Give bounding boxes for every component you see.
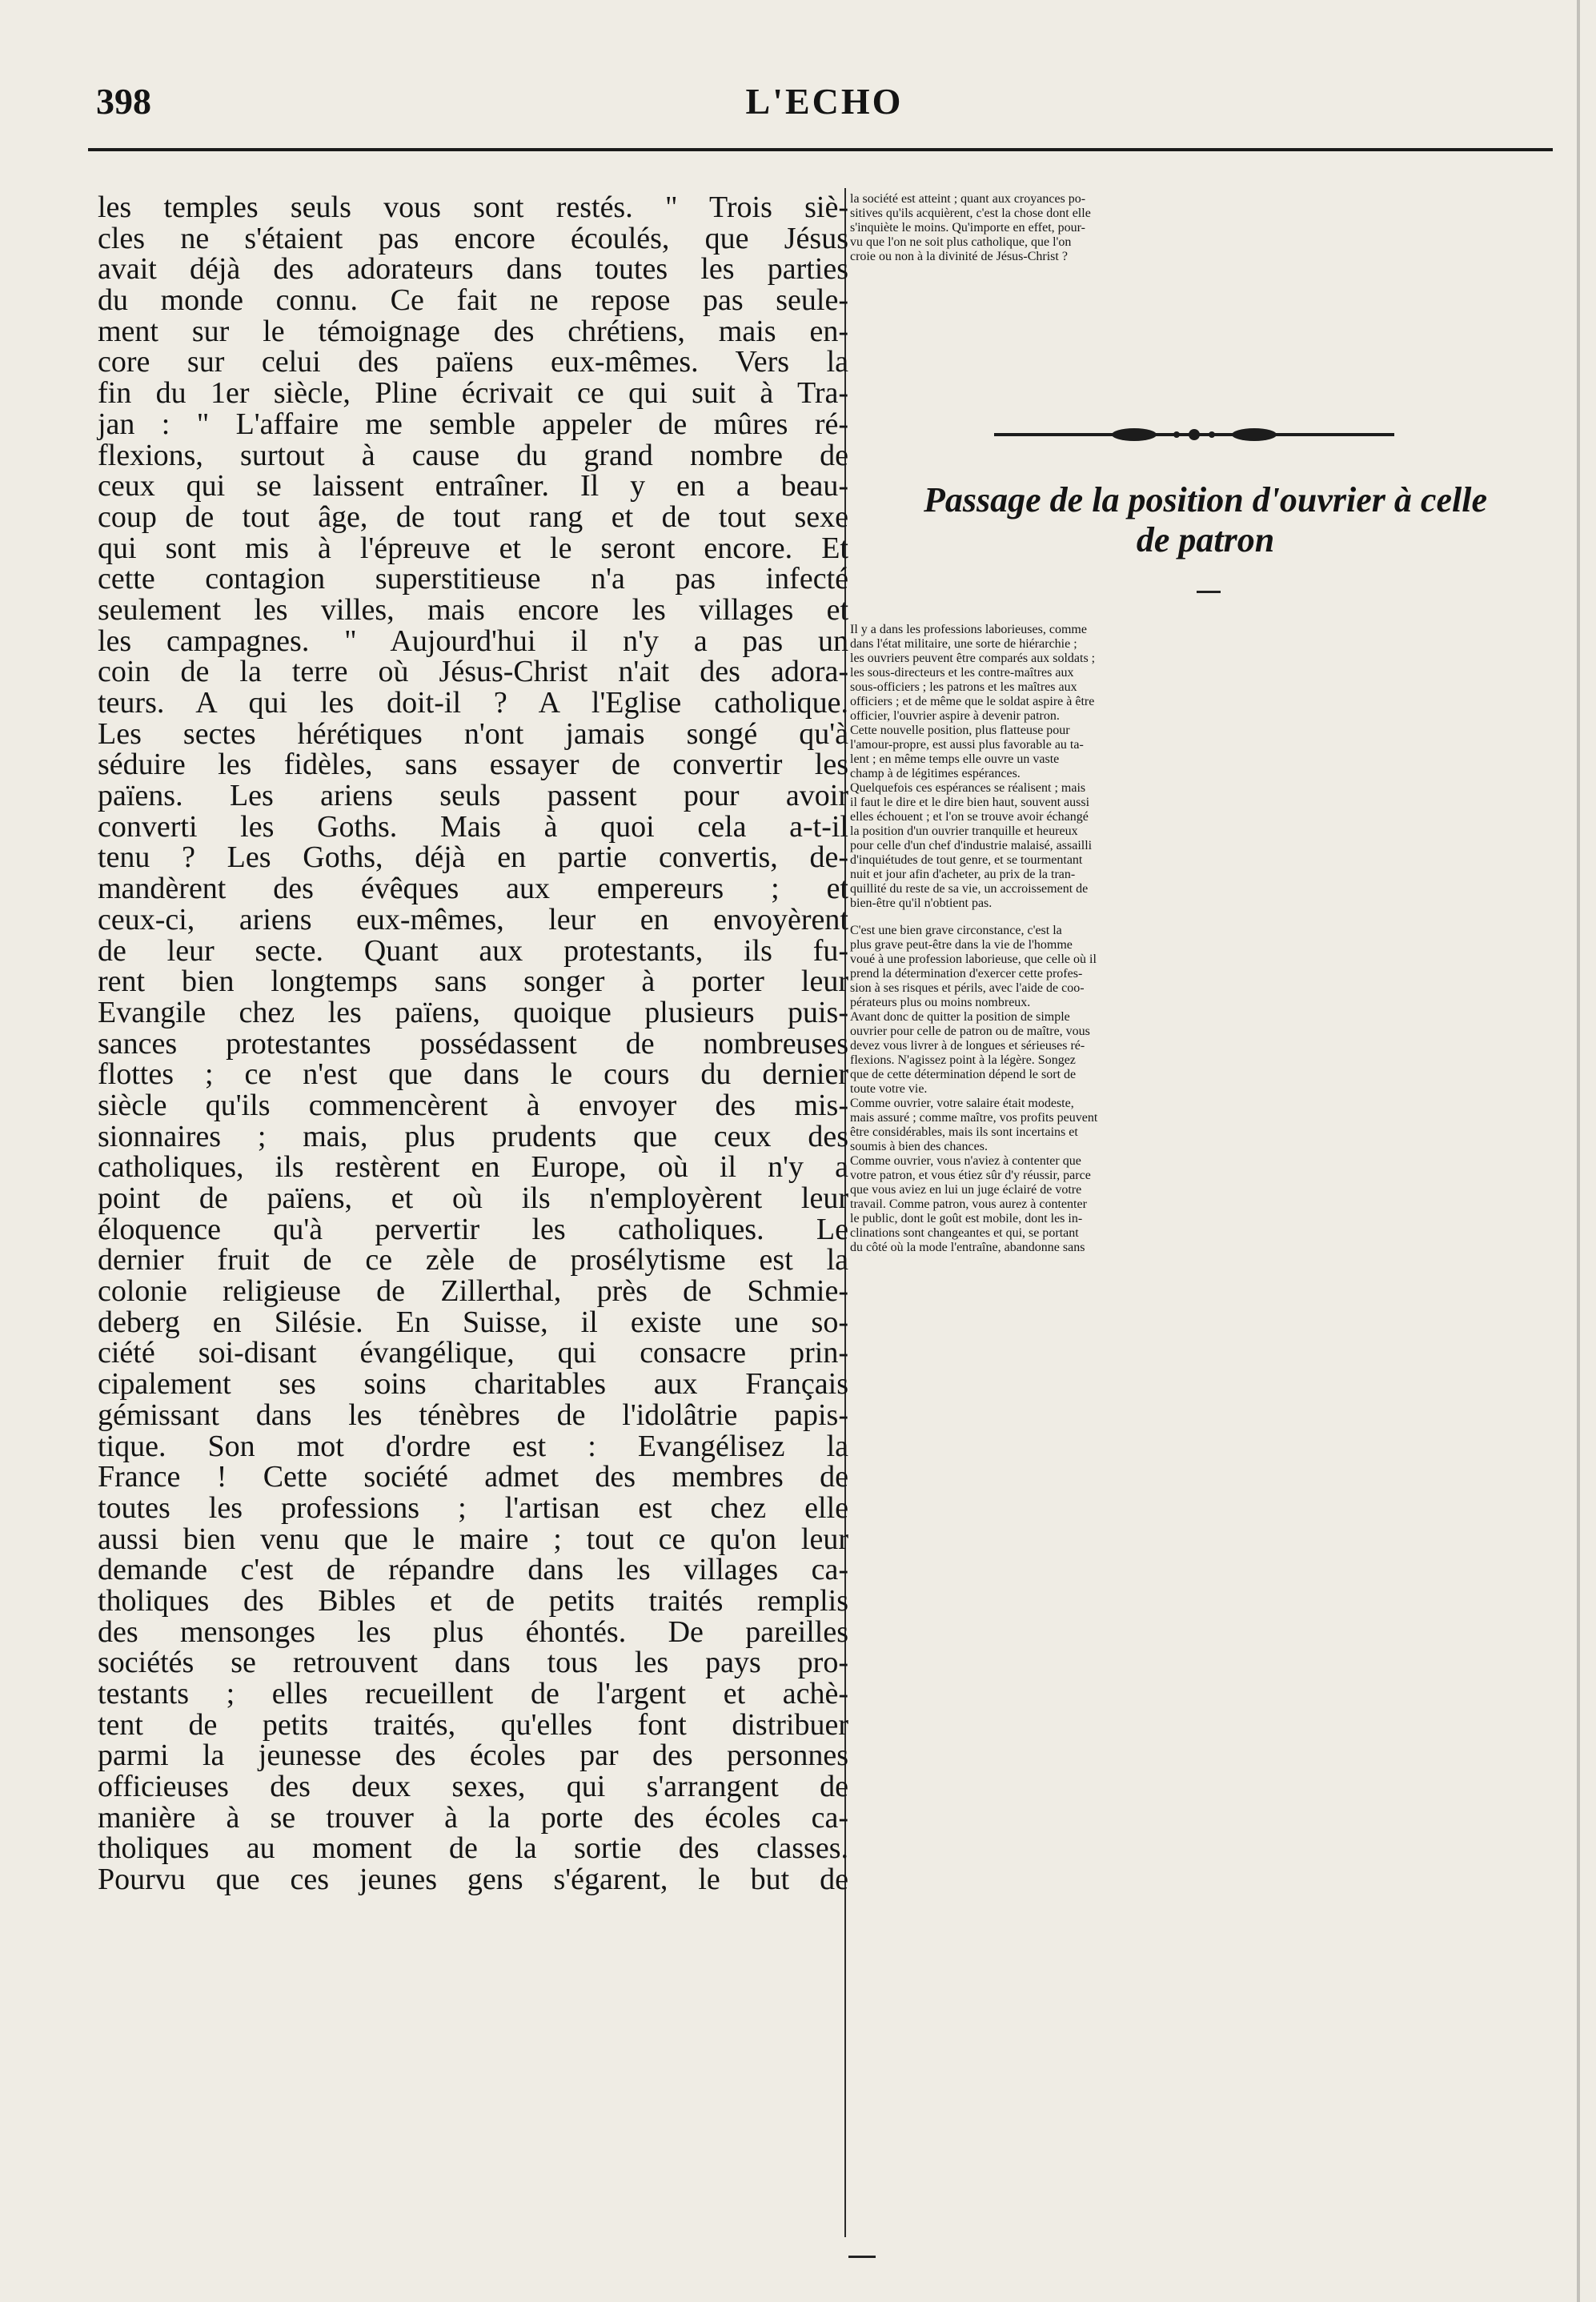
text-line: core sur celui des païens eux-mêmes. Vers la — [98, 345, 848, 379]
text-line: rent bien longtemps sans songer à porter leur — [98, 965, 848, 999]
section-title — [858, 480, 1553, 560]
text-line: de leur secte. Quant aux protestants, ils fu- — [98, 933, 848, 968]
text-line: flexions. N'agissez point à la légère. Songez — [850, 1053, 1076, 1067]
text-line: plus grave peut-être dans la vie de l'homme — [850, 938, 1073, 952]
text-line: sances protestantes possédassent de nombreuses — [98, 1026, 848, 1061]
text-line: les temples seuls vous sont restés. " Trois siè- — [98, 190, 848, 224]
text-line: devez vous livrer à de longues et sérieuses ré- — [850, 1039, 1085, 1053]
text-line: dernier fruit de ce zèle de prosélytisme est la — [98, 1243, 848, 1277]
text-line: être considérables, mais ils sont incertains et — [850, 1125, 1078, 1139]
text-line: tholiques des Bibles et de petits traités remplis — [98, 1583, 848, 1618]
text-line: toutes les professions ; l'artisan est chez elle — [98, 1490, 848, 1525]
text-line: mandèrent des évêques aux empereurs ; et — [98, 872, 848, 906]
right-column-continuation — [850, 192, 1561, 264]
text-line: gémissant dans les ténèbres de l'idolâtrie papis- — [98, 1398, 848, 1432]
text-line: sionnaires ; mais, plus prudents que ceux des — [98, 1119, 848, 1153]
text-line: champ à de légitimes espérances. — [850, 767, 1021, 780]
text-line: clinations sont changeantes et qui, se portant — [850, 1226, 1079, 1240]
text-line: deberg en Silésie. En Suisse, il existe une so- — [98, 1305, 848, 1339]
text-line: officieuses des deux sexes, qui s'arrangent de — [98, 1770, 848, 1804]
text-line: païens. Les ariens seuls passent pour avoir — [98, 779, 848, 813]
text-line: quillité du reste de sa vie, un accroissement de — [850, 882, 1089, 896]
text-line: Comme ouvrier, vous n'aviez à contenter que — [850, 1154, 1081, 1168]
text-line: tholiques au moment de la sortie des classes. — [98, 1831, 848, 1866]
section-ornament — [994, 426, 1394, 443]
paragraph-gap — [850, 911, 1561, 924]
text-line: seulement les villes, mais encore les villages et — [98, 592, 848, 627]
text-line: du monde connu. Ce fait ne repose pas seule- — [98, 283, 848, 318]
text-line: converti les Goths. Mais à quoi cela a-t-il — [98, 809, 848, 844]
text-line: catholiques, ils restèrent en Europe, où il n'y a — [98, 1150, 848, 1185]
text-line: les sous-directeurs et les contre-maîtres aux — [850, 666, 1074, 680]
text-line: des mensonges les plus éhontés. De pareilles — [98, 1614, 848, 1649]
text-line: du côté où la mode l'entraîne, abandonne sans — [850, 1241, 1085, 1254]
text-line: ment sur le témoignage des chrétiens, mais en- — [98, 314, 848, 348]
text-line: C'est une bien grave circonstance, c'est la — [850, 924, 1062, 937]
text-line: Cette nouvelle position, plus flatteuse pour — [850, 724, 1070, 737]
text-line: les ouvriers peuvent être comparés aux soldats ; — [850, 652, 1096, 665]
text-line: cette contagion superstitieuse n'a pas infecté — [98, 562, 848, 596]
text-line: sion à ses risques et périls, avec l'aide de coo- — [850, 981, 1085, 995]
text-line: l'amour-propre, est aussi plus favorable au ta- — [850, 738, 1084, 752]
text-line: il faut le dire et le dire bien haut, souvent aussi — [850, 796, 1090, 809]
text-line: croie ou non à la divinité de Jésus-Christ ? — [850, 250, 1068, 263]
text-line: coup de tout âge, de tout rang et de tout sexe — [98, 499, 848, 534]
text-line: la société est atteint ; quant aux croyances po- — [850, 192, 1086, 206]
text-line: Il y a dans les professions laborieuses, comme — [850, 623, 1087, 636]
text-line: tenu ? Les Goths, déjà en partie convertis, de- — [98, 840, 848, 875]
text-line: flexions, surtout à cause du grand nombre de — [98, 438, 848, 472]
text-line: sous-officiers ; les patrons et les maîtres aux — [850, 680, 1077, 694]
text-line: soumis à bien des chances. — [850, 1140, 988, 1153]
text-line: Evangile chez les païens, quoique plusieurs puis- — [98, 995, 848, 1029]
text-line: tent de petits traités, qu'elles font distribuer — [98, 1707, 848, 1742]
text-line: flottes ; ce n'est que dans le cours du dernier — [98, 1057, 848, 1092]
text-line: Comme ouvrier, votre salaire était modeste, — [850, 1097, 1074, 1110]
text-line: teurs. A qui les doit-il ? A l'Eglise catholique. — [98, 686, 848, 720]
text-line: sociétés se retrouvent dans tous les pays pro- — [98, 1646, 848, 1680]
text-line: sitives qu'ils acquièrent, c'est la chose dont elle — [850, 207, 1091, 220]
text-line: les campagnes. " Aujourd'hui il n'y a pas un — [98, 624, 848, 658]
text-line: la position d'un ouvrier tranquille et heureux — [850, 824, 1078, 838]
text-line: vu que l'on ne soit plus catholique, que l'on — [850, 235, 1072, 249]
right-column-article — [850, 623, 1561, 1255]
text-line: fin du 1er siècle, Pline écrivait ce qui suit à Tra- — [98, 376, 848, 411]
text-line: officiers ; et de même que le soldat aspire à être — [850, 695, 1095, 708]
text-line: voué à une profession laborieuse, que celle où il — [850, 952, 1097, 966]
text-line: elles échouent ; et l'on se trouve avoir échangé — [850, 810, 1089, 824]
text-line: Pourvu que ces jeunes gens s'égarent, le but de — [98, 1863, 848, 1897]
text-line: ouvrier pour celle de patron ou de maître, vous — [850, 1025, 1090, 1038]
text-line: avait déjà des adorateurs dans toutes les parties — [98, 252, 848, 287]
text-line: prend la détermination d'exercer cette profes- — [850, 967, 1083, 981]
text-line: coin de la terre où Jésus-Christ n'ait des adora- — [98, 655, 848, 689]
text-line: séduire les fidèles, sans essayer de convertir les — [98, 748, 848, 782]
text-line: ceux-ci, ariens eux-mêmes, leur en envoyèrent — [98, 902, 848, 936]
text-line: s'inquiète le moins. Qu'importe en effet, pour- — [850, 221, 1085, 235]
text-line: manière à se trouver à la porte des écoles ca- — [98, 1800, 848, 1835]
text-line: France ! Cette société admet des membres de — [98, 1460, 848, 1494]
text-line: Les sectes hérétiques n'ont jamais songé qu'à — [98, 716, 848, 751]
text-line: toute votre vie. — [850, 1082, 928, 1096]
text-line: pérateurs plus ou moins nombreux. — [850, 996, 1031, 1009]
text-line: travail. Comme patron, vous aurez à contenter — [850, 1197, 1087, 1211]
text-line: demande c'est de répandre dans les villages ca- — [98, 1553, 848, 1587]
text-line: aussi bien venu que le maire ; tout ce qu'on leur — [98, 1522, 848, 1556]
text-line: ceux qui se laissent entraîner. Il y en a beau- — [98, 469, 848, 503]
text-line: officier, l'ouvrier aspire à devenir patron. — [850, 709, 1060, 723]
text-line: le public, dont le goût est mobile, dont les in- — [850, 1212, 1083, 1225]
text-line: testants ; elles recueillent de l'argent et achè- — [98, 1677, 848, 1710]
title-dash — [1197, 591, 1221, 593]
text-line: tique. Son mot d'ordre est : Evangélisez la — [98, 1429, 848, 1463]
text-line: ciété soi-disant évangélique, qui consacre prin- — [98, 1336, 848, 1370]
text-line: éloquence qu'à pervertir les catholiques. Le — [98, 1212, 848, 1246]
text-line: votre patron, et vous étiez sûr d'y réussir, parce — [850, 1169, 1091, 1182]
text-line: colonie religieuse de Zillerthal, près de Schmie- — [98, 1274, 848, 1309]
text-line: lent ; en même temps elle ouvre un vaste — [850, 752, 1060, 766]
text-line: jan : " L'affaire me semble appeler de mûres ré- — [98, 407, 848, 441]
text-line: dans l'état militaire, une sorte de hiérarchie ; — [850, 637, 1077, 651]
text-line: que de cette détermination dépend le sort de — [850, 1068, 1077, 1081]
text-line: bien-être qu'il n'obtient pas. — [850, 896, 992, 910]
text-line: d'inquiétudes de tout genre, et se tourmentant — [850, 853, 1083, 867]
text-line: qui sont mis à l'épreuve et le seront encore. Et — [98, 531, 848, 565]
text-line: cipalement ses soins charitables aux Français — [98, 1367, 848, 1402]
left-column — [98, 192, 848, 1895]
page-number: 398 — [96, 81, 151, 122]
running-head — [96, 80, 1553, 128]
footer-dash — [848, 2256, 876, 2258]
text-line: Avant donc de quitter la position de simple — [850, 1010, 1070, 1024]
text-line: Quelquefois ces espérances se réalisent ; mais — [850, 781, 1086, 795]
text-line: parmi la jeunesse des écoles par des personnes — [98, 1739, 848, 1773]
text-line: que vous aviez en lui un juge éclairé de votre — [850, 1183, 1082, 1197]
journal-title: L'ECHO — [745, 81, 904, 122]
text-line: nuit et jour afin d'acheter, au prix de la tran- — [850, 868, 1076, 881]
header-rule — [88, 148, 1553, 151]
scan-edge — [1577, 0, 1580, 2302]
section-title-line: Passage de la position d'ouvrier à celle — [924, 480, 1487, 519]
text-line: mais assuré ; comme maître, vos profits peuvent — [850, 1111, 1098, 1125]
text-line: point de païens, et où ils n'employèrent leur — [98, 1181, 848, 1215]
text-line: siècle qu'ils commencèrent à envoyer des mis- — [98, 1088, 848, 1122]
text-line: cles ne s'étaient pas encore écoulés, que Jésus — [98, 221, 848, 255]
text-line: pour celle d'un chef d'industrie malaisé, assailli — [850, 839, 1093, 852]
section-title-line: de patron — [1136, 520, 1275, 559]
